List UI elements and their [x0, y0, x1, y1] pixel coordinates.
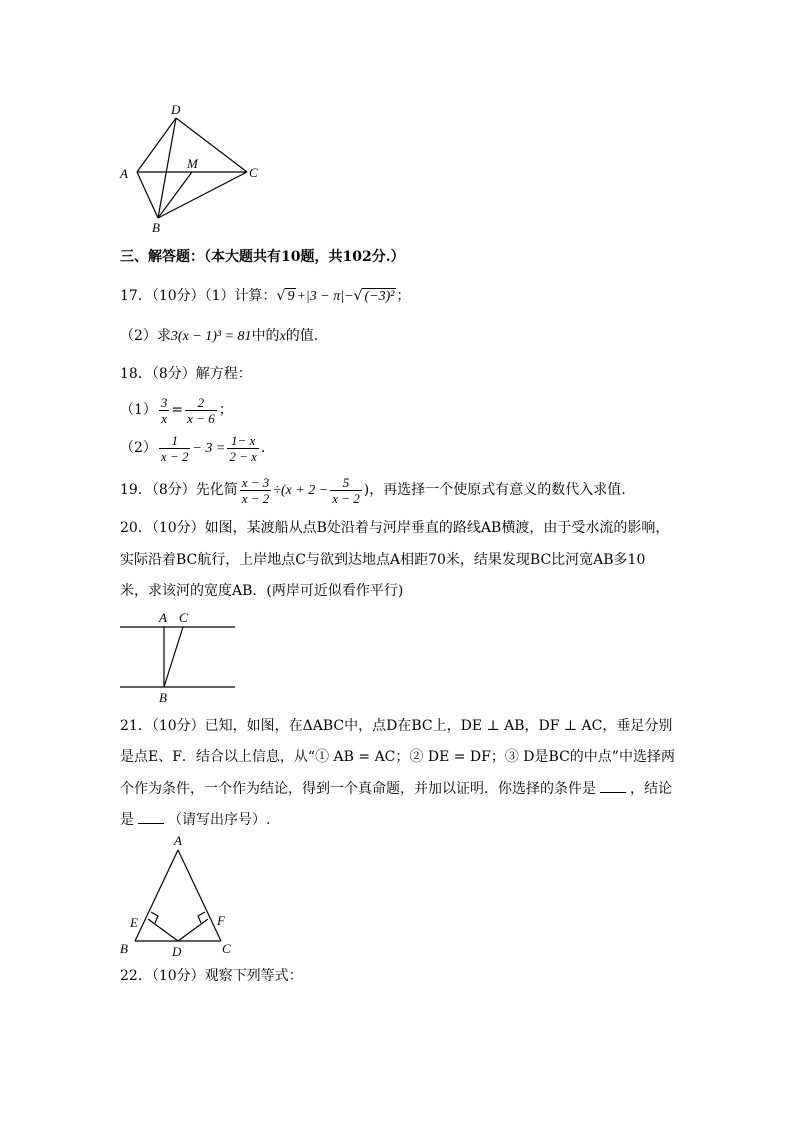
- answer-blank-conclusion: [138, 823, 164, 824]
- figure-quadrilateral: [115, 100, 265, 240]
- q20-line1: 20．（10分）如图，某渡船从点B处沿着与河岸垂直的路线AB横渡，由于受水流的影响，: [120, 520, 670, 536]
- label-E: E: [130, 915, 138, 930]
- answer-blank-condition: [600, 792, 626, 793]
- label-C: C: [222, 941, 231, 956]
- q18-part2: （2） $\frac{1}{x - 2}$ − 3 = $\frac{1- x}{2 - x}$ .: [120, 432, 266, 464]
- q18-part1: （1） $\frac{3}{x}$ = $\frac{2}{x - 6}$ ；: [120, 394, 233, 426]
- figure-river: [115, 608, 245, 708]
- label-F: F: [217, 913, 225, 928]
- q19: 19．（8分）先化简 $\frac{x - 3}{x - 2}$ ÷(x + 2 − $\frac{5}{x - 2}$ )，再选择一个使原式有意义的数代入求值.: [120, 474, 626, 506]
- label-B: B: [120, 941, 128, 956]
- label-A: A: [174, 833, 182, 848]
- q18-head: 18．（8分）解方程：: [120, 366, 252, 382]
- q21-line4: 是 （请写出序号）.: [120, 812, 271, 828]
- q21-line2: 是点E、F．结合以上信息，从“① AB = AC；② DE = DF；③ D是BC的中点”中选择两: [120, 749, 675, 765]
- label-C: C: [249, 165, 258, 180]
- q20-line2: 实际沿着BC航行，上岸地点C与欲到达地点A相距70米，结果发现BC比河宽AB多10: [120, 552, 646, 568]
- q21-line3: 个作为条件，一个作为结论，得到一个真命题，并加以证明．你选择的条件是 ，结论: [120, 781, 672, 797]
- q17-part1: 17．（10分）（1）计算：√ 9 +|3 − π|−√ (−3)² ；: [120, 288, 411, 304]
- label-C: C: [179, 610, 188, 625]
- label-A: A: [120, 166, 128, 181]
- label-M: M: [187, 156, 198, 171]
- label-D: D: [172, 944, 182, 959]
- q21-line1: 21．（10分）已知，如图，在ΔABC中，点D在BC上，DE ⊥ AB，DF ⊥ AC，垂足分别: [120, 718, 673, 734]
- q17-part2: （2）求3(x − 1)³ = 81中的x的值.: [120, 328, 319, 344]
- q22-head: 22．（10分）观察下列等式：: [120, 968, 303, 984]
- figure-triangle: [115, 830, 245, 960]
- label-B: B: [152, 220, 160, 235]
- section-title: 三、解答题：（本大题共有10题，共102分.）: [120, 249, 405, 265]
- label-B: B: [159, 690, 167, 705]
- label-D: D: [171, 102, 181, 117]
- label-A: A: [159, 610, 167, 625]
- q20-line3: 米，求该河的宽度AB．(两岸可近似看作平行): [120, 583, 404, 599]
